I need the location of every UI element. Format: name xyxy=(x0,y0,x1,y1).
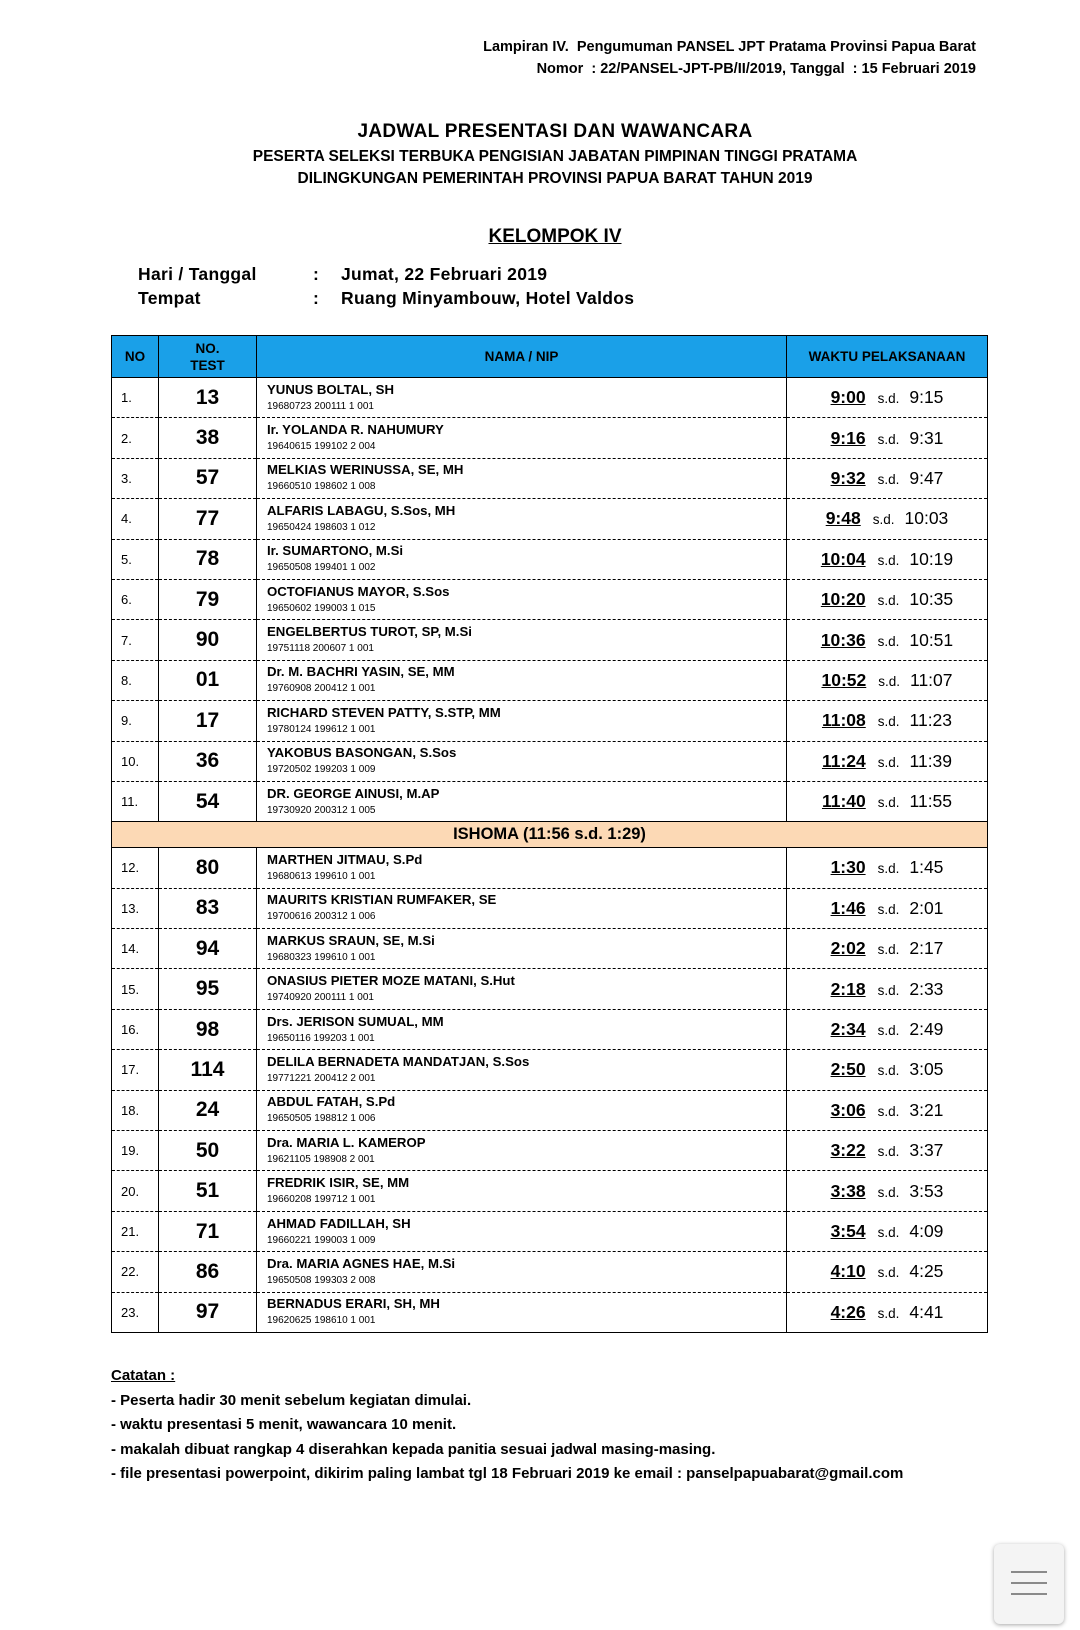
header-test xyxy=(159,336,257,378)
start-time: 10:20 xyxy=(820,589,866,610)
end-time: 3:37 xyxy=(909,1140,944,1161)
table-row xyxy=(112,579,988,619)
participant-name: YAKOBUS BASONGAN, S.Sos xyxy=(267,745,457,761)
participant-nip: 19650508 199303 2 008 xyxy=(267,1274,376,1286)
table-row xyxy=(112,499,988,539)
time-cell xyxy=(787,929,988,969)
reference-header xyxy=(483,36,976,80)
participant-name: MARKUS SRAUN, SE, M.Si xyxy=(267,932,435,948)
time-separator: s.d. xyxy=(877,633,900,649)
row-number: 3. xyxy=(112,458,159,498)
participant-cell xyxy=(257,1090,787,1130)
start-time: 9:32 xyxy=(830,467,866,488)
participant-nip: 19680723 200111 1 001 xyxy=(267,400,374,412)
hamburger-menu-icon xyxy=(1011,1571,1047,1573)
row-number: 11. xyxy=(112,781,159,821)
time-separator: s.d. xyxy=(877,754,900,770)
reference-line-2: Nomor : 22/PANSEL-JPT-PB/II/2019, Tanggal : 15 Februari 2019 xyxy=(536,61,976,77)
time-separator: s.d. xyxy=(877,901,900,917)
table-row xyxy=(112,1171,988,1211)
participant-nip: 19650505 198812 1 006 xyxy=(267,1113,376,1125)
end-time: 1:45 xyxy=(909,857,944,878)
participant-cell xyxy=(257,660,787,700)
row-number: 8. xyxy=(112,660,159,700)
test-number: 90 xyxy=(159,620,257,660)
participant-name: Drs. JERISON SUMUAL, MM xyxy=(267,1013,444,1029)
end-time: 2:33 xyxy=(909,978,944,999)
start-time: 2:02 xyxy=(830,938,866,959)
row-number: 23. xyxy=(112,1292,159,1332)
table-row xyxy=(112,1211,988,1251)
participant-cell xyxy=(257,1131,787,1171)
time-cell xyxy=(787,888,988,928)
break-label: ISHOMA (11:56 s.d. 1:29) xyxy=(112,822,988,848)
participant-name: ONASIUS PIETER MOZE MATANI, S.Hut xyxy=(267,973,515,989)
row-number: 5. xyxy=(112,539,159,579)
row-number: 19. xyxy=(112,1131,159,1171)
row-number: 6. xyxy=(112,579,159,619)
test-number: 77 xyxy=(159,499,257,539)
time-cell xyxy=(787,418,988,458)
participant-name: BERNADUS ERARI, SH, MH xyxy=(267,1296,440,1312)
start-time: 11:40 xyxy=(821,791,866,812)
end-time: 11:55 xyxy=(909,791,953,812)
participant-name: Dra. MARIA AGNES HAE, M.Si xyxy=(267,1255,456,1271)
participant-cell xyxy=(257,378,787,418)
note-item: - makalah dibuat rangkap 4 diserahkan kepada panitia sesuai jadwal masing-masing. xyxy=(111,1440,716,1458)
row-number: 13. xyxy=(112,888,159,928)
participant-cell xyxy=(257,701,787,741)
hamburger-menu-icon-bar xyxy=(1011,1582,1047,1584)
time-cell xyxy=(787,1211,988,1251)
participant-nip: 19660510 198602 1 008 xyxy=(267,481,376,493)
end-time: 2:49 xyxy=(909,1019,944,1040)
table-row xyxy=(112,741,988,781)
time-separator: s.d. xyxy=(877,861,900,877)
time-separator: s.d. xyxy=(877,471,900,487)
participant-name: DELILA BERNADETA MANDATJAN, S.Sos xyxy=(267,1053,530,1069)
participant-cell xyxy=(257,1050,787,1090)
test-number: 94 xyxy=(159,929,257,969)
row-number: 1. xyxy=(112,378,159,418)
end-time: 11:39 xyxy=(909,750,953,771)
place-value: Ruang Minyambouw, Hotel Valdos xyxy=(341,288,635,308)
end-time: 2:01 xyxy=(909,897,944,918)
day-label: Hari / Tanggal xyxy=(138,264,257,284)
participant-nip: 19751118 200607 1 001 xyxy=(267,643,374,655)
time-cell xyxy=(787,378,988,418)
participant-cell xyxy=(257,1171,787,1211)
end-time: 10:19 xyxy=(909,548,954,569)
participant-name: Ir. SUMARTONO, M.Si xyxy=(267,543,404,559)
break-row xyxy=(112,822,988,848)
table-row xyxy=(112,418,988,458)
row-number: 10. xyxy=(112,741,159,781)
participant-cell xyxy=(257,579,787,619)
start-time: 2:50 xyxy=(830,1059,866,1080)
table-row xyxy=(112,848,988,888)
test-number: 24 xyxy=(159,1090,257,1130)
note-item: - waktu presentasi 5 menit, wawancara 10 menit. xyxy=(111,1416,457,1433)
participant-cell xyxy=(257,888,787,928)
time-separator: s.d. xyxy=(877,795,900,811)
participant-name: AHMAD FADILLAH, SH xyxy=(267,1215,411,1231)
time-cell xyxy=(787,1131,988,1171)
row-number: 12. xyxy=(112,848,159,888)
end-time: 10:03 xyxy=(904,508,949,529)
time-cell xyxy=(787,701,988,741)
participant-nip: 19660208 199712 1 001 xyxy=(267,1194,376,1206)
end-time: 10:35 xyxy=(909,589,954,610)
row-number: 14. xyxy=(112,929,159,969)
day-value: Jumat, 22 Februari 2019 xyxy=(341,264,548,284)
test-number: 36 xyxy=(159,741,257,781)
participant-name: OCTOFIANUS MAYOR, S.Sos xyxy=(267,583,450,599)
end-time: 2:17 xyxy=(909,938,944,959)
end-time: 3:53 xyxy=(909,1180,944,1201)
start-time: 2:34 xyxy=(830,1019,866,1040)
participant-cell xyxy=(257,499,787,539)
schedule-table xyxy=(111,335,988,1333)
test-number: 98 xyxy=(159,1009,257,1049)
time-cell xyxy=(787,848,988,888)
hamburger-menu-icon-bar xyxy=(1011,1593,1047,1595)
participant-name: MARTHEN JITMAU, S.Pd xyxy=(267,851,423,867)
table-row xyxy=(112,1131,988,1171)
participant-nip: 19700616 200312 1 006 xyxy=(267,911,376,923)
time-separator: s.d. xyxy=(877,1144,900,1160)
test-number: 97 xyxy=(159,1292,257,1332)
participant-cell xyxy=(257,1211,787,1251)
header-time: WAKTU PELAKSANAAN xyxy=(787,336,988,378)
table-row xyxy=(112,1090,988,1130)
time-separator: s.d. xyxy=(877,1305,900,1321)
participant-nip: 19760908 200412 1 001 xyxy=(267,683,376,695)
table-row xyxy=(112,458,988,498)
participant-nip: 19650508 199401 1 002 xyxy=(267,562,376,574)
document-subtitle-2: DILINGKUNGAN PEMERINTAH PROVINSI PAPUA BARAT TAHUN 2019 xyxy=(297,170,813,187)
time-separator: s.d. xyxy=(878,673,901,689)
day-colon: : xyxy=(313,264,320,284)
start-time: 10:36 xyxy=(820,629,866,650)
participant-cell xyxy=(257,1252,787,1292)
row-number: 18. xyxy=(112,1090,159,1130)
table-row xyxy=(112,378,988,418)
participant-nip: 19740920 200111 1 001 xyxy=(267,992,374,1004)
time-separator: s.d. xyxy=(877,1225,900,1240)
time-separator: s.d. xyxy=(877,1184,900,1200)
participant-name: Dra. MARIA L. KAMEROP xyxy=(267,1134,426,1150)
time-cell xyxy=(787,458,988,498)
test-number: 54 xyxy=(159,781,257,821)
time-separator: s.d. xyxy=(877,1103,900,1119)
table-row xyxy=(112,660,988,700)
row-number: 20. xyxy=(112,1171,159,1211)
participant-cell xyxy=(257,848,787,888)
table-row xyxy=(112,1050,988,1090)
end-time: 3:05 xyxy=(909,1059,944,1080)
row-number: 16. xyxy=(112,1009,159,1049)
time-separator: s.d. xyxy=(877,593,900,609)
end-time: 4:41 xyxy=(909,1301,944,1322)
participant-nip: 19640615 199102 2 004 xyxy=(267,441,376,453)
participant-cell xyxy=(257,458,787,498)
participant-name: FREDRIK ISIR, SE, MM xyxy=(267,1175,410,1191)
end-time: 11:07 xyxy=(910,669,953,690)
participant-nip: 19771221 200412 2 001 xyxy=(267,1072,376,1084)
participant-cell xyxy=(257,1009,787,1049)
document-title: JADWAL PRESENTASI DAN WAWANCARA xyxy=(357,121,753,142)
day-info xyxy=(138,264,547,285)
participant-name: ALFARIS LABAGU, S.Sos, MH xyxy=(267,502,456,518)
test-number: 114 xyxy=(159,1050,257,1090)
start-time: 2:18 xyxy=(830,978,866,999)
participant-cell xyxy=(257,620,787,660)
test-number: 78 xyxy=(159,539,257,579)
test-number: 13 xyxy=(159,378,257,418)
test-number: 71 xyxy=(159,1211,257,1251)
row-number: 7. xyxy=(112,620,159,660)
participant-cell xyxy=(257,1292,787,1332)
start-time: 3:06 xyxy=(830,1099,866,1120)
participant-name: Dr. M. BACHRI YASIN, SE, MM xyxy=(267,664,455,680)
time-separator: s.d. xyxy=(877,942,900,958)
header-name: NAMA / NIP xyxy=(257,336,787,378)
table-row xyxy=(112,781,988,821)
notes-section xyxy=(111,1364,903,1487)
start-time: 4:26 xyxy=(830,1301,866,1322)
participant-cell xyxy=(257,539,787,579)
group-title: KELOMPOK IV xyxy=(488,226,622,247)
start-time: 11:08 xyxy=(821,710,866,731)
row-number: 4. xyxy=(112,499,159,539)
place-info xyxy=(138,288,634,309)
note-item: - file presentasi powerpoint, dikirim paling lambat tgl 18 Februari 2019 ke email : panselpapuabarat@gmail.com xyxy=(111,1465,904,1482)
row-number: 2. xyxy=(112,418,159,458)
start-time: 3:54 xyxy=(830,1221,866,1241)
test-number: 57 xyxy=(159,458,257,498)
participant-cell xyxy=(257,929,787,969)
note-item: - Peserta hadir 30 menit sebelum kegiatan dimulai. xyxy=(111,1391,472,1409)
start-time: 3:38 xyxy=(830,1180,866,1201)
test-number: 95 xyxy=(159,969,257,1009)
participant-name: DR. GEORGE AINUSI, M.AP xyxy=(267,785,440,801)
test-number: 01 xyxy=(159,660,257,700)
participant-nip: 19720502 199203 1 009 xyxy=(267,764,376,776)
participant-name: ABDUL FATAH, S.Pd xyxy=(267,1094,396,1110)
time-cell xyxy=(787,1292,988,1332)
table-row xyxy=(112,1009,988,1049)
time-separator: s.d. xyxy=(877,982,900,998)
time-separator: s.d. xyxy=(872,512,895,528)
participant-cell xyxy=(257,741,787,781)
participant-nip: 19650424 198603 1 012 xyxy=(267,521,376,533)
end-time: 3:21 xyxy=(909,1099,944,1120)
start-time: 1:30 xyxy=(830,857,866,878)
participant-nip: 19660221 199003 1 009 xyxy=(267,1234,376,1246)
start-time: 1:46 xyxy=(830,897,866,918)
document-subtitle-1: PESERTA SELEKSI TERBUKA PENGISIAN JABATAN PIMPINAN TINGGI PRATAMA xyxy=(252,148,858,165)
end-time: 4:25 xyxy=(909,1261,944,1282)
time-cell xyxy=(787,741,988,781)
time-cell xyxy=(787,781,988,821)
row-number: 21. xyxy=(112,1211,159,1251)
participant-name: MAURITS KRISTIAN RUMFAKER, SE xyxy=(267,892,497,908)
header-test-line-2: TEST xyxy=(190,357,225,373)
time-separator: s.d. xyxy=(877,552,900,568)
participant-nip: 19780124 199612 1 001 xyxy=(267,723,376,735)
test-number: 38 xyxy=(159,418,257,458)
start-time: 10:52 xyxy=(821,669,867,690)
time-cell xyxy=(787,620,988,660)
participant-cell xyxy=(257,418,787,458)
end-time: 9:31 xyxy=(909,427,944,448)
participant-name: ENGELBERTUS TUROT, SP, M.Si xyxy=(267,624,472,640)
end-time: 10:51 xyxy=(909,629,954,650)
table-row xyxy=(112,1252,988,1292)
participant-nip: 19621105 198908 2 001 xyxy=(267,1153,375,1165)
participant-name: MELKIAS WERINUSSA, SE, MH xyxy=(267,462,464,478)
end-time: 11:23 xyxy=(909,710,953,731)
participant-nip: 19650116 199203 1 001 xyxy=(267,1032,375,1044)
row-number: 15. xyxy=(112,969,159,1009)
time-cell xyxy=(787,579,988,619)
time-separator: s.d. xyxy=(877,1063,900,1079)
table-row xyxy=(112,539,988,579)
table-header-row xyxy=(112,336,988,378)
start-time: 11:24 xyxy=(821,750,866,771)
participant-name: YUNUS BOLTAL, SH xyxy=(267,381,394,397)
time-separator: s.d. xyxy=(877,1265,900,1281)
test-number: 50 xyxy=(159,1131,257,1171)
participant-name: RICHARD STEVEN PATTY, S.STP, MM xyxy=(267,704,501,720)
test-number: 80 xyxy=(159,848,257,888)
participant-nip: 19650602 199003 1 015 xyxy=(267,602,376,614)
test-number: 17 xyxy=(159,701,257,741)
time-cell xyxy=(787,1252,988,1292)
hamburger-menu-button[interactable] xyxy=(994,1544,1064,1624)
time-cell xyxy=(787,1090,988,1130)
schedule-body xyxy=(112,378,988,1333)
table-row xyxy=(112,888,988,928)
participant-nip: 19620625 198610 1 001 xyxy=(267,1315,376,1327)
participant-cell xyxy=(257,969,787,1009)
participant-nip: 19680613 199610 1 001 xyxy=(267,870,376,882)
participant-name: Ir. YOLANDA R. NAHUMURY xyxy=(267,422,444,438)
time-separator: s.d. xyxy=(877,431,900,447)
table-row xyxy=(112,620,988,660)
time-cell xyxy=(787,969,988,1009)
participant-nip: 19680323 199610 1 001 xyxy=(267,951,376,963)
row-number: 9. xyxy=(112,701,159,741)
test-number: 51 xyxy=(159,1171,257,1211)
row-number: 22. xyxy=(112,1252,159,1292)
time-cell xyxy=(787,1171,988,1211)
start-time: 9:48 xyxy=(825,508,861,529)
time-separator: s.d. xyxy=(877,1023,900,1039)
time-separator: s.d. xyxy=(877,391,900,407)
start-time: 9:16 xyxy=(830,427,866,448)
participant-cell xyxy=(257,781,787,821)
test-number: 86 xyxy=(159,1252,257,1292)
notes-heading: Catatan : xyxy=(111,1367,176,1384)
table-row xyxy=(112,701,988,741)
table-row xyxy=(112,1292,988,1332)
time-cell xyxy=(787,660,988,700)
test-number: 83 xyxy=(159,888,257,928)
header-no: NO xyxy=(112,336,159,378)
time-separator: s.d. xyxy=(877,714,900,730)
end-time: 4:09 xyxy=(909,1221,944,1241)
end-time: 9:15 xyxy=(909,387,944,408)
table-row xyxy=(112,929,988,969)
start-time: 4:10 xyxy=(830,1261,866,1282)
header-test-line-1: NO. xyxy=(195,340,220,356)
participant-nip: 19730920 200312 1 005 xyxy=(267,804,376,816)
time-cell xyxy=(787,499,988,539)
place-colon: : xyxy=(313,288,320,308)
row-number: 17. xyxy=(112,1050,159,1090)
time-cell xyxy=(787,1050,988,1090)
time-cell xyxy=(787,539,988,579)
start-time: 3:22 xyxy=(830,1140,866,1161)
place-label: Tempat xyxy=(138,288,201,308)
reference-line-1: Lampiran IV. Pengumuman PANSEL JPT Pratama Provinsi Papua Barat xyxy=(483,39,976,55)
test-number: 79 xyxy=(159,579,257,619)
table-row xyxy=(112,969,988,1009)
start-time: 9:00 xyxy=(830,387,866,408)
time-cell xyxy=(787,1009,988,1049)
end-time: 9:47 xyxy=(909,467,944,488)
start-time: 10:04 xyxy=(820,548,866,569)
